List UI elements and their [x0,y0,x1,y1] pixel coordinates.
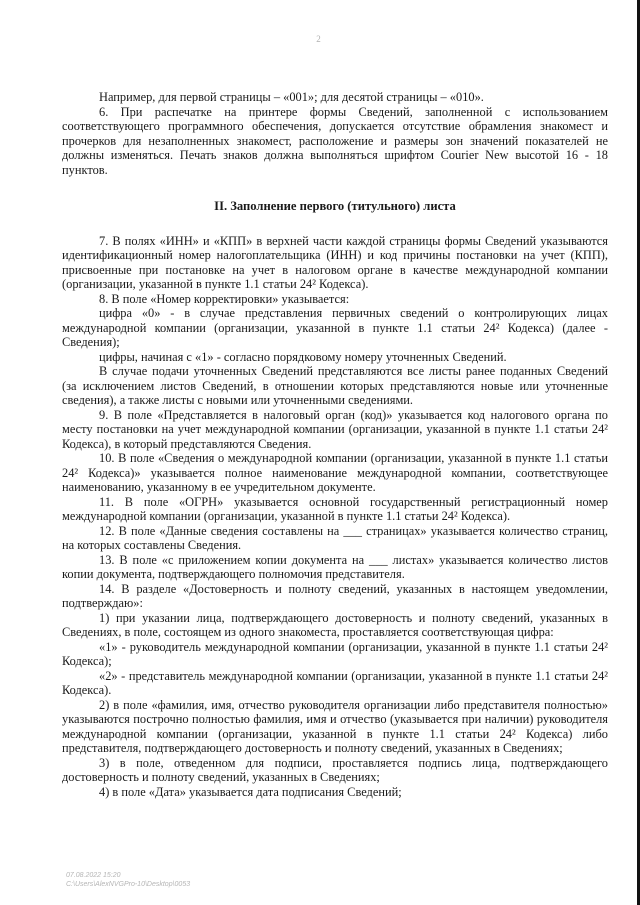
paragraph-14-option-1: «1» - руководитель международной компании (организации, указанной в пункте 1.1 статьи 24² Кодекса); [62,639,608,668]
paragraph-8-digit-0: цифра «0» - в случае представления первичных сведений о контролирующих лицах международной компании (организации, указанной в пункте 1.1 статьи 24² Кодекса) (далее - Сведения); [62,306,608,349]
paragraph-14-option-2: «2» - представитель международной компании (организации, указанной в пункте 1.1 статьи 24² Кодекса). [62,668,608,697]
page-number: 2 [316,34,321,44]
paragraph-14: 14. В разделе «Достоверность и полноту сведений, указанных в настоящем уведомлении, подтверждаю»: [62,581,608,610]
paragraph-11: 11. В поле «ОГРН» указывается основной государственный регистрационный номер международной компании (организации, указанной в пункте 1.1 статьи 24² Кодекса). [62,494,608,523]
paragraph-13: 13. В поле «с приложением копии документа на ___ листах» указывается количество листов копии документа, подтверждающего полномочия представителя. [62,552,608,581]
paragraph-8: 8. В поле «Номер корректировки» указывается: [99,291,350,306]
paragraph-14-item-3: 3) в поле, отведенном для подписи, проставляется подпись лица, подтверждающего достоверность и полноту сведений, указанных в Сведениях; [62,755,608,784]
print-stamp [66,871,190,889]
paragraph-14-item-2: 2) в поле «фамилия, имя, отчество руководителя организации либо представителя полностью» указываются построчно полностью фамилия, имя и отчество (указывается при наличии) руководителя международной компании (организации, указанной в пункте 1.1 статьи 24² Кодекса) либо представителя, подтверждающего достоверность и полноту сведений, указанных в Сведениях; [62,697,608,755]
paragraph-10: 10. В поле «Сведения о международной компании (организации, указанной в пункте 1.1 статьи 24² Кодекса)» указывается полное наименование международной компании, соответствующее наименованию, указанному в ее учредительном документе. [62,451,608,494]
paragraph-7: 7. В полях «ИНН» и «КПП» в верхней части каждой страницы формы Сведений указываются идентификационный номер налогоплательщика (ИНН) и код причины постановки на учет (КПП), присвоенные при постановке на учет в налоговом органе в качестве международной компании (организации, указанной в пункте 1.1 статьи 24² Кодекса). [62,233,608,291]
paragraph-6: 6. При распечатке на принтере формы Сведений, заполненной с использованием соответствующего программного обеспечения, допускается отсутствие обрамления знакомест и прочерков для незаполненных знакомест, расположение и размеры зон значений показателей не должны изменяться. Печать знаков должна выполняться шрифтом Courier New высотой 16 - 18 пунктов. [62,104,608,177]
print-stamp-path: С:\Users\AlexNVGPro-10\Desktop\0053 [66,881,191,888]
paragraph-8-digit-1: цифры, начиная с «1» - согласно порядковому номеру уточненных Сведений. [99,349,507,364]
print-stamp-date: 07.08.2022 15:20 [66,872,121,879]
paragraph-14-item-4: 4) в поле «Дата» указывается дата подписания Сведений; [99,784,402,799]
section-title: II. Заполнение первого (титульного) листа [214,199,456,213]
paragraph-8-corrections: В случае подачи уточненных Сведений представляются все листы ранее поданных Сведений (за исключением листов Сведений, в отношении которых представляются новые или уточненные сведения), а также листы с новыми или уточненными сведениями. [62,364,608,407]
paragraph-12: 12. В поле «Данные сведения составлены на ___ страницах» указывается количество страниц, на которых составлены Сведения. [62,523,608,552]
paragraph-9: 9. В поле «Представляется в налоговый орган (код)» указывается код налогового органа по месту постановки на учет международной компании (организации, указанной в пункте 1.1 статьи 24² Кодекса), в который представляются Сведения. [62,407,608,451]
paragraph-14-item-1: 1) при указании лица, подтверждающего достоверность и полноту сведений, указанных в Сведениях, в поле, состоящем из одного знакоместа, проставляется соответствующая цифра: [62,610,608,639]
document-body [62,90,608,799]
paragraph-example: Например, для первой страницы – «001»; для десятой страницы – «010». [99,90,484,104]
